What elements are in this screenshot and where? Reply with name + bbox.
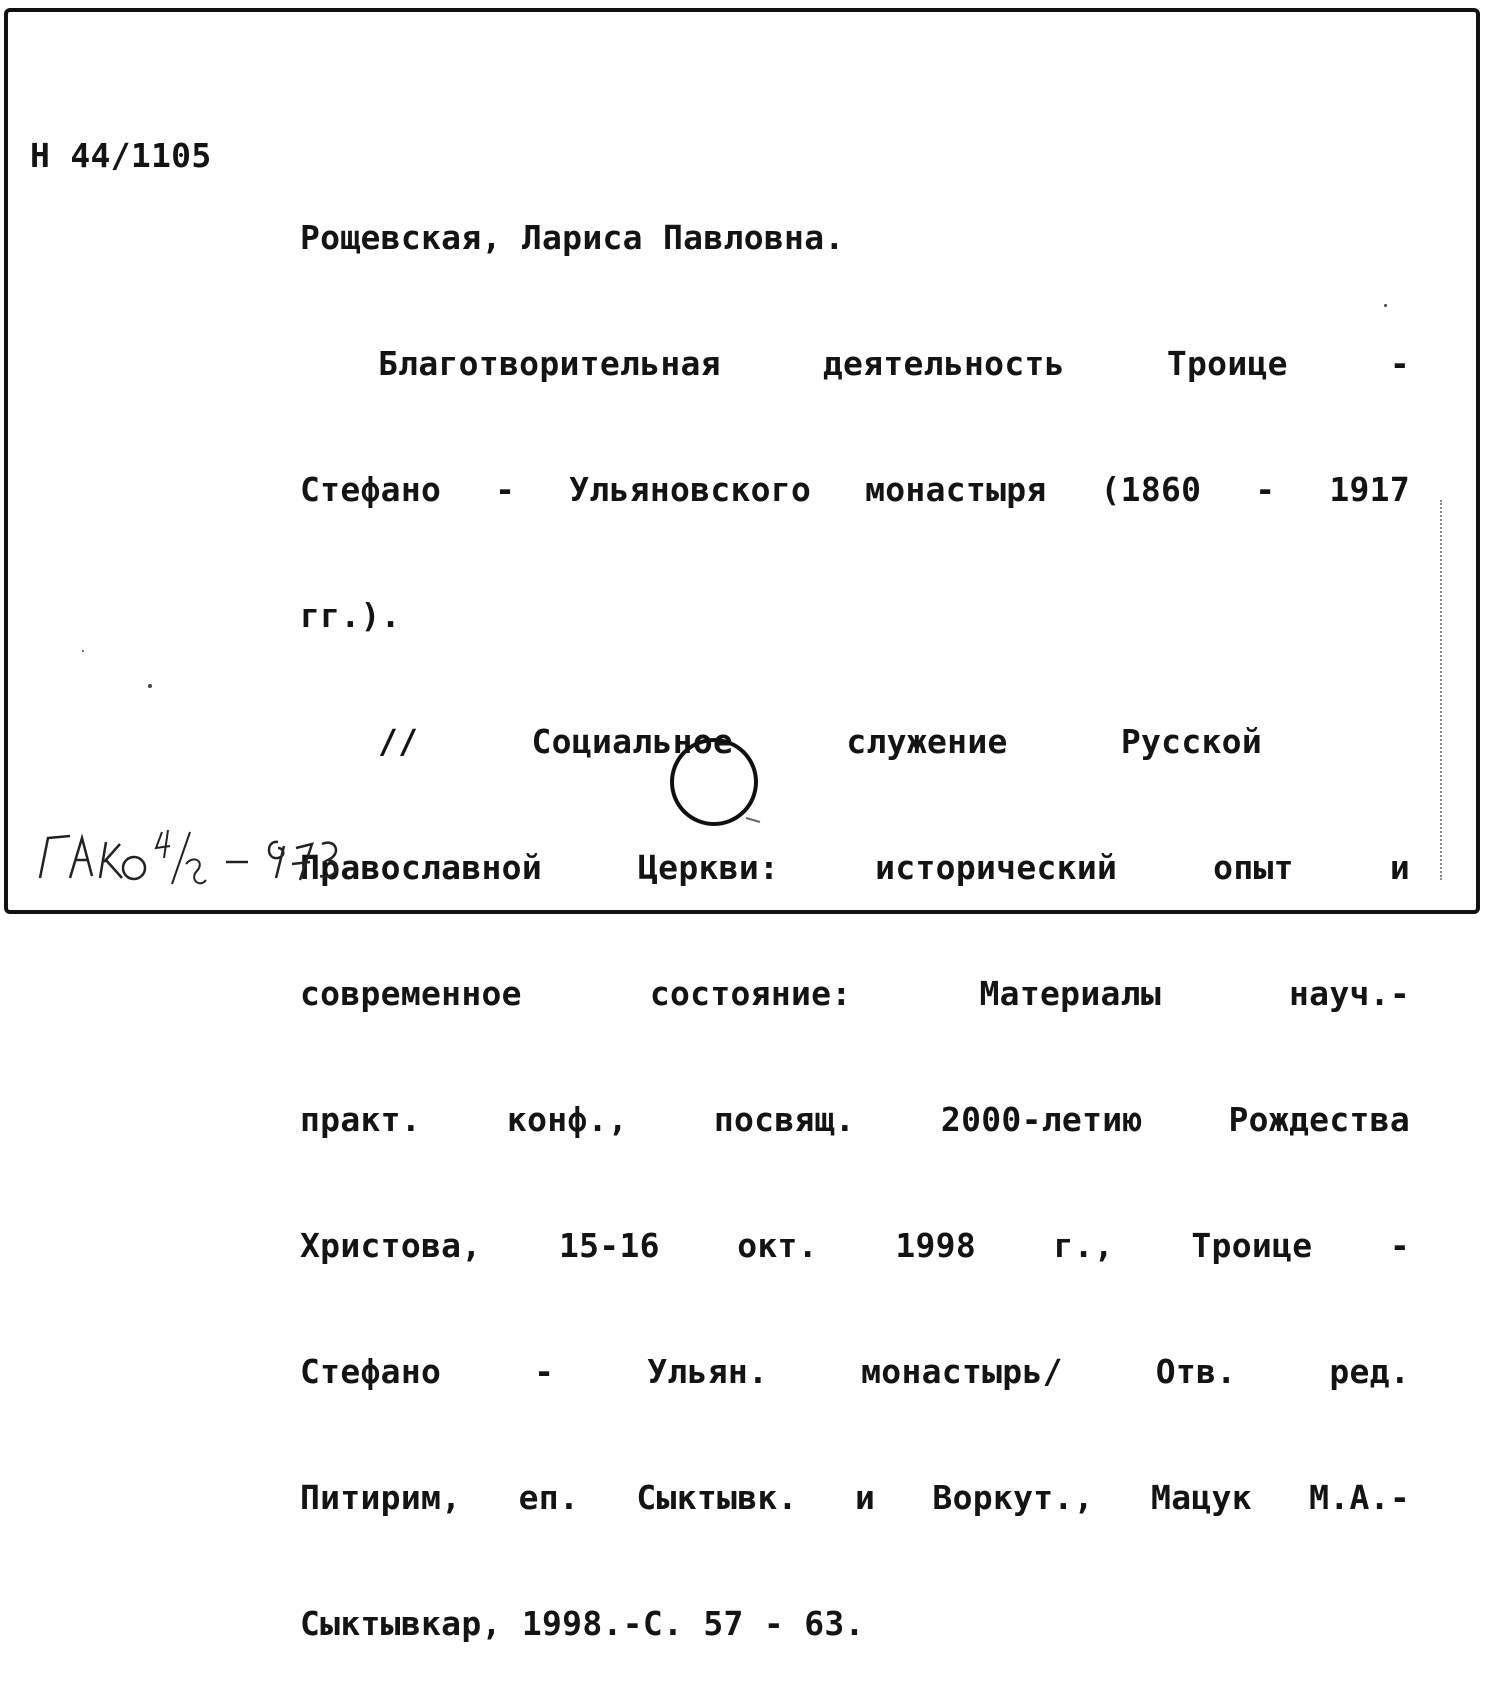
source-line: Православной Церкви: исторический опыт и (300, 848, 1410, 887)
source-line: современное состояние: Материалы науч.- (300, 974, 1410, 1013)
source-line: практ. конф., посвящ. 2000-летию Рождества (300, 1100, 1410, 1139)
paper-speck (1384, 304, 1387, 307)
author-line: Рощевская, Лариса Павловна. (300, 218, 845, 257)
source-line: Стефано - Ульян. монастырь/ Отв. ред. (300, 1352, 1410, 1391)
source-line: Христова, 15-16 окт. 1998 г., Троице - (300, 1226, 1410, 1265)
paper-speck (148, 684, 152, 688)
source-line: Питирим, еп. Сыктывк. и Воркут., Мацук М.А.- (300, 1478, 1410, 1517)
title-line: Благотворительная деятельность Троице - (378, 344, 1410, 383)
call-number: Н 44/1105 (30, 136, 212, 175)
title-line: Стефано - Ульяновского монастыря (1860 - 1917 (300, 470, 1410, 509)
handwritten-archive-text (40, 830, 336, 884)
bibliographic-entry (300, 136, 1410, 1687)
imprint-line: Сыктывкар, 1998.-С. 57 - 63. (300, 1604, 865, 1643)
punch-hole-icon (668, 738, 764, 834)
title-line: гг.). (300, 596, 401, 635)
handwritten-archive-note (30, 818, 400, 898)
card-fold-mark (1440, 500, 1444, 880)
paper-speck (82, 650, 84, 652)
source-line: // Социальное служение Русской (378, 722, 1262, 761)
